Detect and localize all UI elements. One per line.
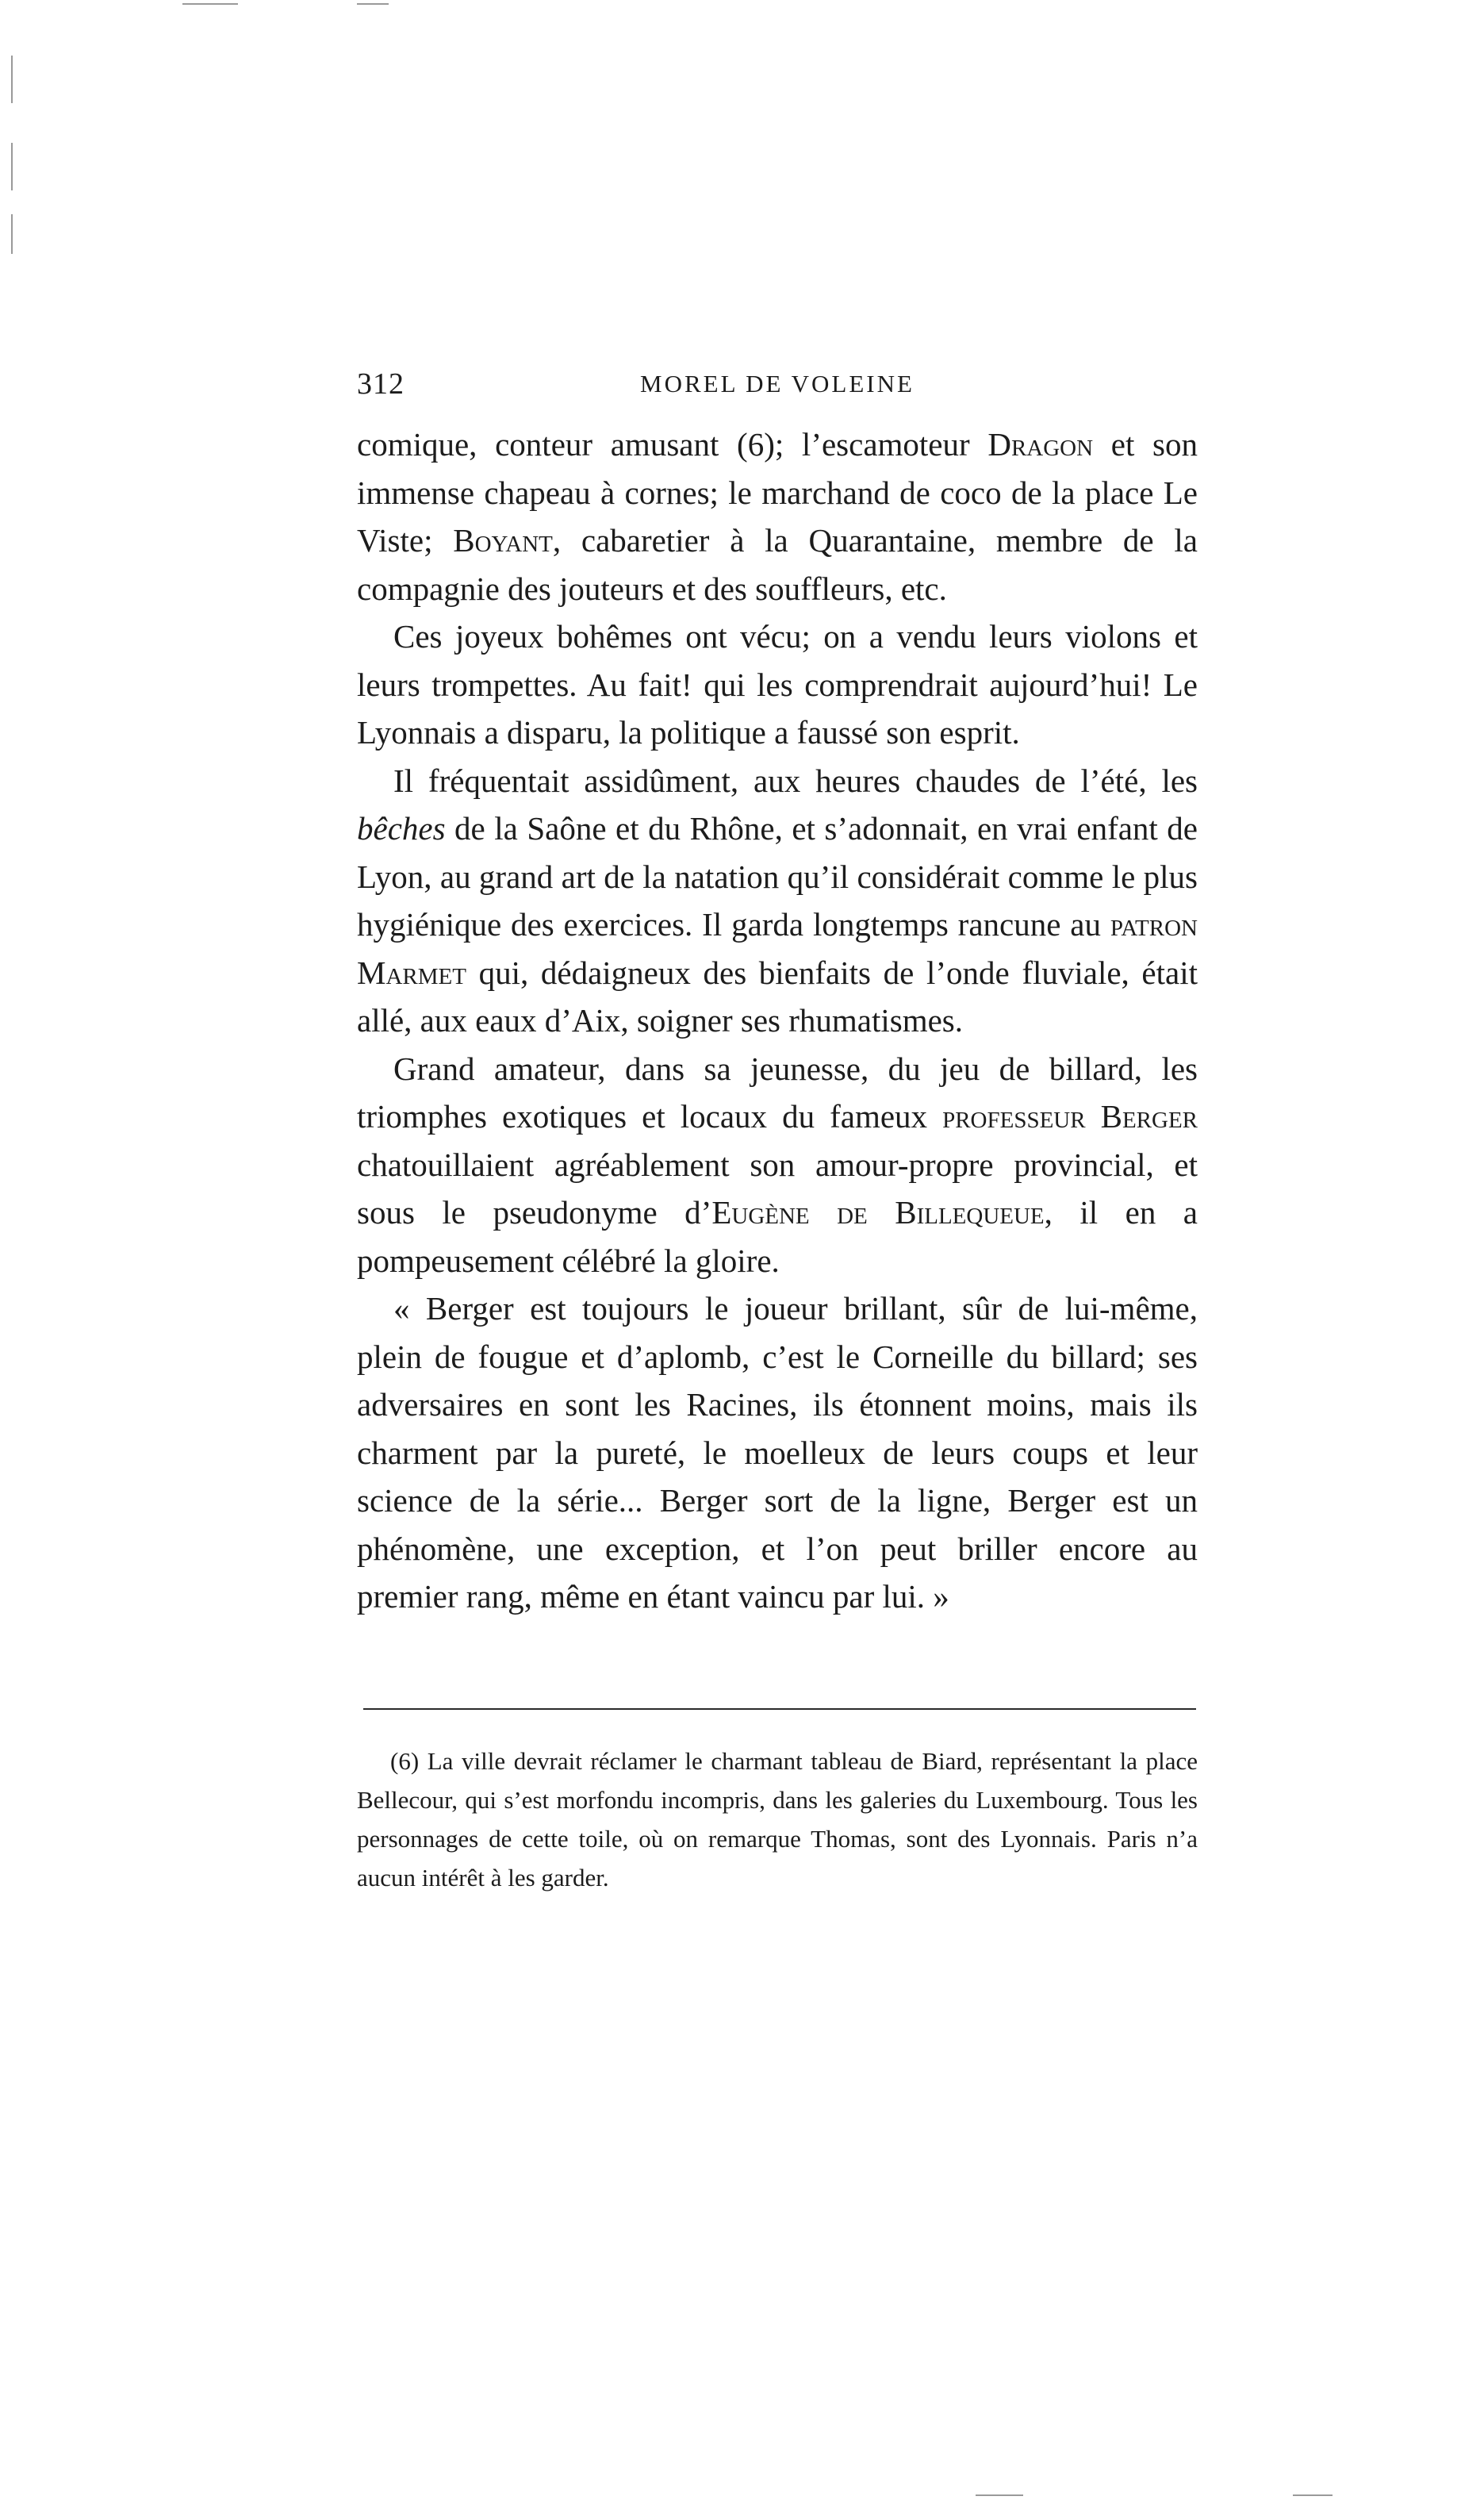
scan-edge-mark bbox=[11, 214, 13, 254]
name-boyant: Boyant bbox=[453, 522, 553, 559]
name-dragon: Dragon bbox=[987, 426, 1094, 463]
text-run: Grand amateur, dans sa jeunesse, du jeu de billard, les triomphes exotiques et locaux du fameux bbox=[357, 1050, 1198, 1135]
text-run: comique, conteur amusant (6); l’escamoteur bbox=[357, 426, 988, 463]
paragraph-5-quote: « Berger est toujours le joueur brillant, sûr de lui-même, plein de fougue et d’aplomb, c’est le Corneille du billard; ses adversaires en sont les Racines, ils étonnent moins, mais ils charment par la pureté, le moelleux de leurs coups et leur science de la série... Berger sort de la ligne, Berger est un phénomène, une exception, et l’on peut briller encore au premier rang, même en étant vaincu par lui. » bbox=[357, 1290, 1198, 1615]
name-eugene-de-billequeue: Eugène de Billequeue bbox=[711, 1194, 1045, 1231]
text-run: Il fréquentait assidûment, aux heures chaudes de l’été, les bbox=[393, 762, 1198, 799]
running-title: MOREL DE VOLEINE bbox=[640, 370, 915, 397]
text-run: de la Saône et du Rhône, et s’adonnait, en vrai enfant de Lyon, au grand art de la natation qu’il considérait comme le plus hygiénique des exercices. Il garda longtemps rancune au bbox=[357, 810, 1198, 943]
page-number: 312 bbox=[357, 367, 405, 401]
text-run: et son immense chapeau à cornes; le marchand de coco de la place Le Viste; bbox=[357, 426, 1198, 559]
main-text bbox=[357, 421, 1198, 1621]
name-professeur-berger: professeur Berger bbox=[942, 1098, 1198, 1135]
scan-edge-mark bbox=[182, 3, 238, 5]
scan-edge-mark bbox=[11, 56, 13, 103]
text-run: chatouillaient agréablement son amour-propre provincial, et sous le pseudonyme d’ bbox=[357, 1146, 1198, 1231]
scan-edge-mark bbox=[1293, 2494, 1333, 2496]
running-head bbox=[357, 367, 1198, 414]
paragraph-1 bbox=[357, 421, 1198, 613]
footnote: (6) La ville devrait réclamer le charmant tableau de Biard, représentant la place Bellecour, qui s’est morfondu incompris, dans les galeries du Luxembourg. Tous les personnages de cette toile, où on remarque Thomas, sont des Lyonnais. Paris n’a aucun intérêt à les garder. bbox=[357, 1747, 1198, 1891]
footnote-rule bbox=[363, 1708, 1196, 1710]
text-run: , cabaretier à la Quarantaine, membre de la compagnie des jouteurs et des souffleurs, etc. bbox=[357, 522, 1198, 607]
paragraph-3 bbox=[357, 757, 1198, 1045]
scan-edge-mark bbox=[11, 143, 13, 190]
text-run: qui, dédaigneux des bienfaits de l’onde fluviale, était allé, aux eaux d’Aix, soigner ses rhumatismes. bbox=[357, 954, 1198, 1039]
text-run: , il en a pompeusement célébré la gloire. bbox=[357, 1194, 1198, 1279]
scan-edge-mark bbox=[976, 2494, 1023, 2496]
paragraph-4 bbox=[357, 1045, 1198, 1285]
paragraph-2: Ces joyeux bohêmes ont vécu; on a vendu leurs violons et leurs trompettes. Au fait! qui les comprendrait aujourd’hui! Le Lyonnais a disparu, la politique a faussé son esprit. bbox=[357, 618, 1198, 751]
name-patron-marmet: patron Marmet bbox=[357, 906, 1198, 991]
italic-term: bêches bbox=[357, 810, 446, 847]
scan-edge-mark bbox=[357, 3, 389, 5]
